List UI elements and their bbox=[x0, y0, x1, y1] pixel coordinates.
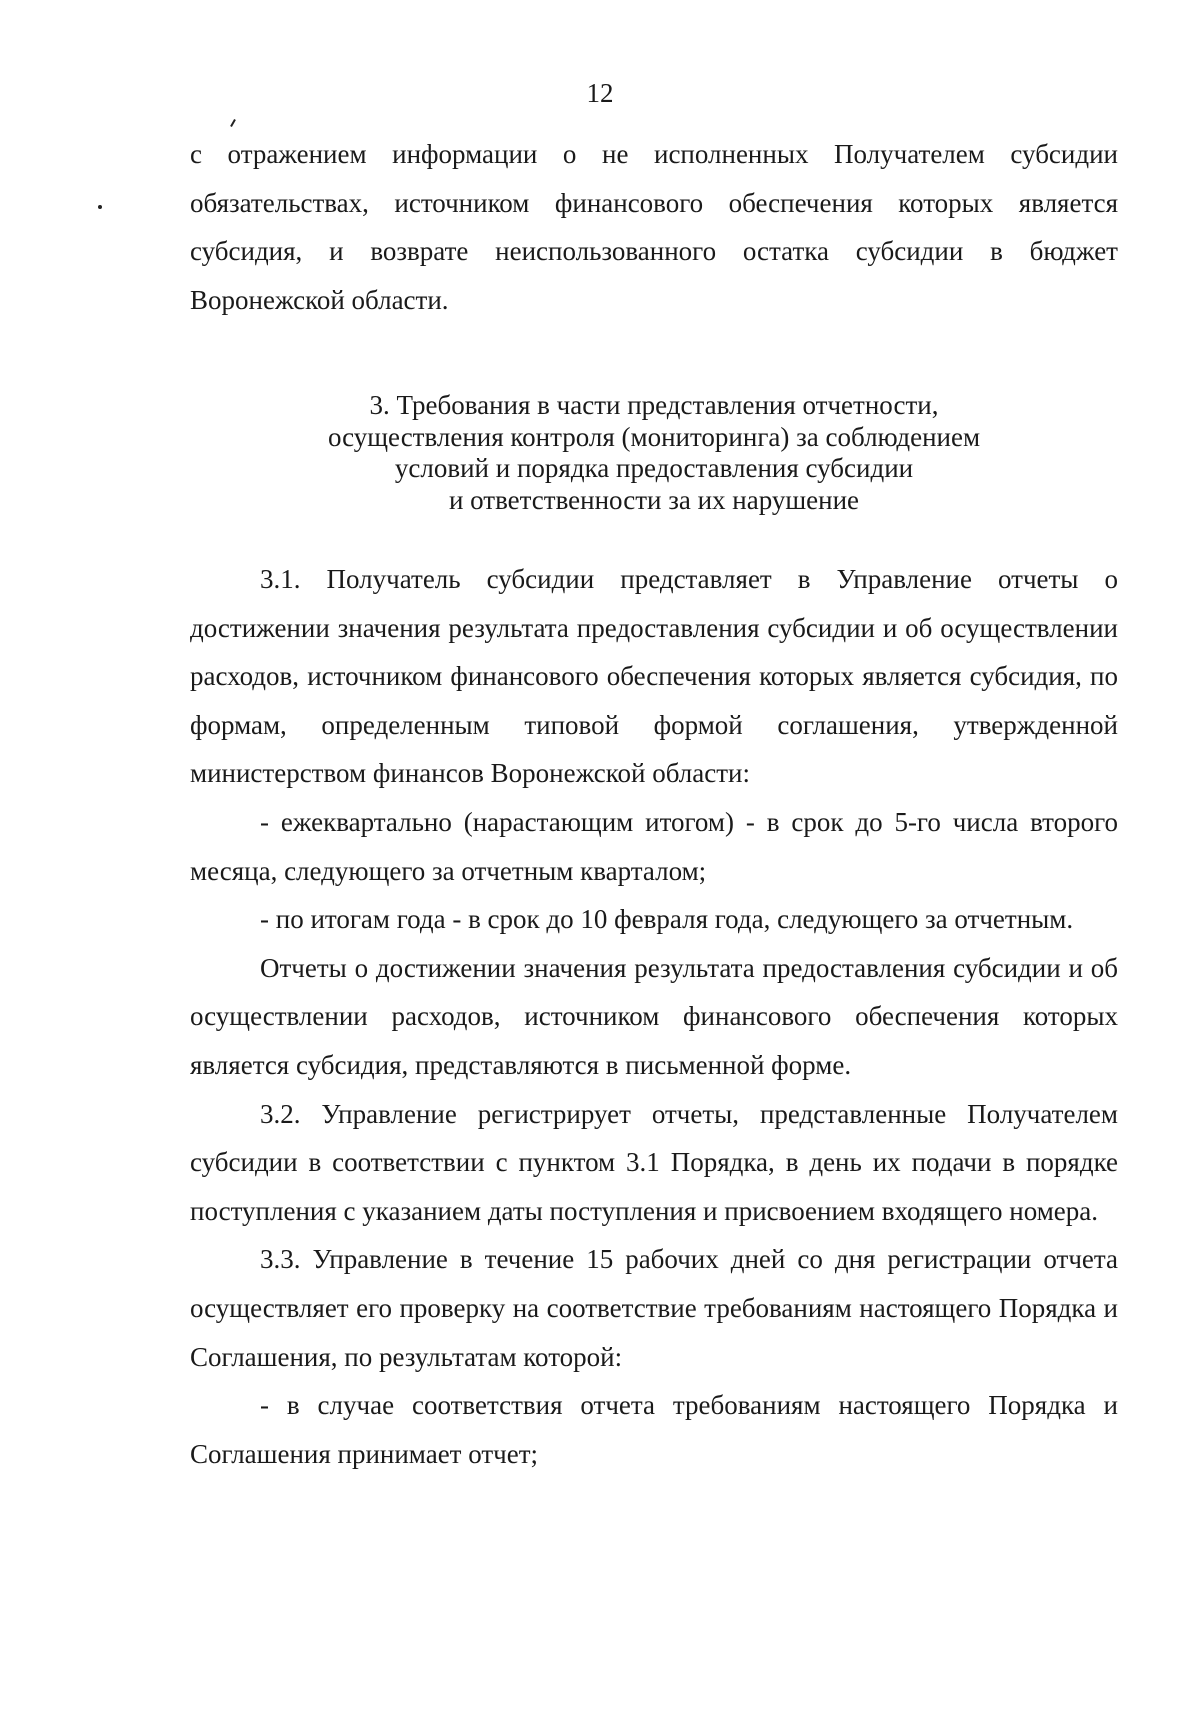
paragraph-written-form: Отчеты о достижении значения результата предоставления субсидии и об осуществлении расходов, источником финансового обеспечения которых является субсидия, представляются в письменной форме. bbox=[190, 952, 1118, 1080]
continuation-block bbox=[190, 130, 1118, 324]
paragraph-3-1: 3.1. Получатель субсидии представляет в Управление отчеты о достижении значения результата предоставления субсидии и об осуществлении расходов, источником финансового обеспечения которых является субсидия, по формам, определенным типовой формой соглашения, утвержденной министерством финансов Воронежской области: bbox=[190, 564, 1118, 789]
section-heading-line: и ответственности за их нарушение bbox=[448, 484, 860, 515]
continuation-paragraph: с отражением информации о не исполненных Получателем субсидии обязательствах, источником финансового обеспечения которых является субсидия, и возврате неиспользованного остатка субсидии в бюджет Воронежской области. bbox=[190, 139, 1118, 315]
paragraph-3-3: 3.3. Управление в течение 15 рабочих дней со дня регистрации отчета осуществляет его проверку на соответствие требованиям настоящего Порядка и Соглашения, по результатам которой: bbox=[190, 1244, 1118, 1372]
section-heading-line: 3. Требования в части представления отчетности, bbox=[369, 390, 939, 420]
list-item-accept-report: - в случае соответствия отчета требованиям настоящего Порядка и Соглашения принимает отчет; bbox=[190, 1390, 1118, 1469]
scan-speck-dot bbox=[98, 205, 102, 209]
section-body bbox=[190, 555, 1118, 1478]
section-heading-line: осуществления контроля (мониторинга) за соблюдением bbox=[327, 421, 981, 452]
section-heading-line: условий и порядка предоставления субсидии bbox=[394, 453, 914, 483]
page-number: 12 bbox=[586, 78, 614, 108]
list-item-annual: - по итогам года - в срок до 10 февраля года, следующего за отчетным. bbox=[260, 904, 1074, 935]
scan-speck-mark bbox=[230, 119, 236, 127]
section-heading bbox=[190, 390, 1118, 516]
list-item-quarterly: - ежеквартально (нарастающим итогом) - в срок до 5-го числа второго месяца, следующего за отчетным кварталом; bbox=[190, 806, 1118, 886]
paragraph-3-2: 3.2. Управление регистрирует отчеты, представленные Получателем субсидии в соответствии с пунктом 3.1 Порядка, в день их подачи в порядке поступления с указанием даты поступления и присвоением входящего номера. bbox=[190, 1098, 1118, 1226]
